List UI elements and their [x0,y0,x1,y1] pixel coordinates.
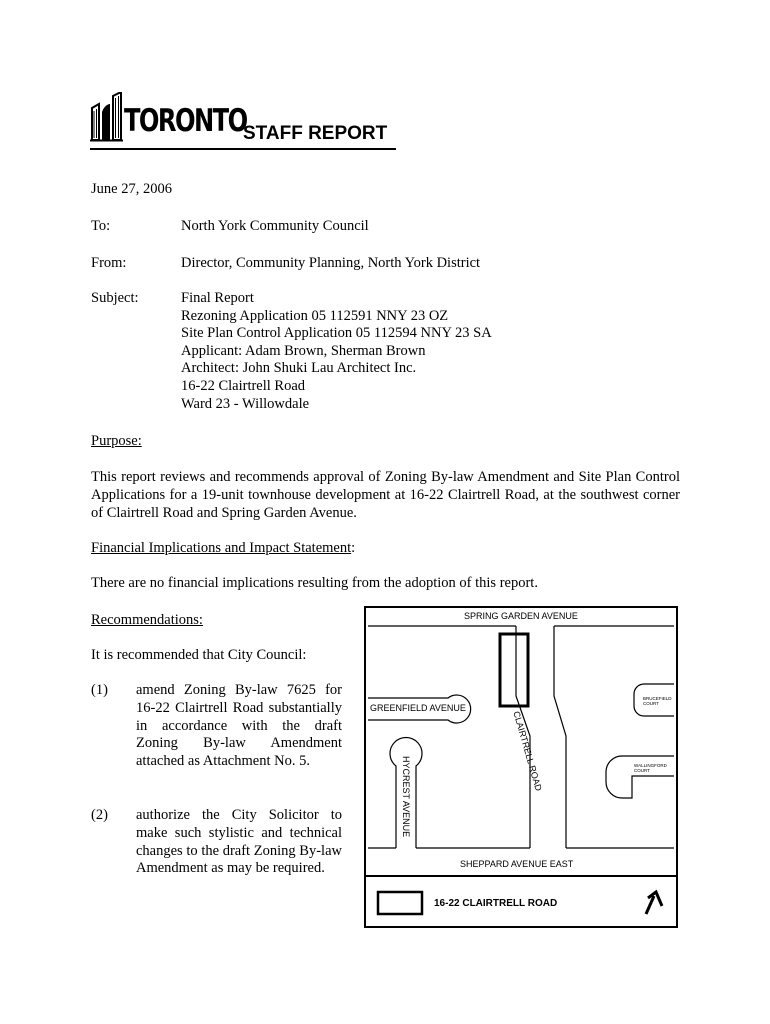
court-a-line: BRUCEFIELD [643,696,672,701]
recommendation-text: amend Zoning By-law 7625 for 16-22 Clairtrell Road substantially in accordance with the draft Zoning By-law Amendment attached as Attachment No. 5. [136,682,342,770]
map-legend-label: 16-22 CLAIRTRELL ROAD [434,898,558,909]
recommendation-number: (2) [91,807,108,823]
subject-line: 16-22 Clairtrell Road [181,378,306,394]
to-label: To: [91,218,111,234]
financial-heading: Financial Implications and Impact Statement [91,540,352,556]
map-label-greenfield: GREENFIELD AVENUE [370,703,466,713]
map-label-clairtrell: CLAIRTRELL ROAD [511,710,544,793]
header-rule [90,148,396,150]
subject-line: Rezoning Application 05 112591 NNY 23 OZ [181,307,449,324]
from-label: From: [91,255,127,271]
north-arrow-icon [646,892,662,914]
map-label-spring-garden: SPRING GARDEN AVENUE [464,611,578,621]
subject-line: Site Plan Control Application 05 112594 NNY 23 SA [181,325,492,342]
court-b-line: COURT [634,768,650,773]
toronto-city-hall-logo-icon [90,92,124,142]
report-date: June 27, 2006 [91,181,172,197]
location-map-drawing [364,606,678,928]
recommendations-heading: Recommendations: [91,612,203,628]
financial-text: There are no financial implications resulting from the adoption of this report. [91,575,538,591]
recommendations-intro: It is recommended that City Council: [91,647,307,663]
map-label-sheppard: SHEPPARD AVENUE EAST [460,859,574,869]
financial-heading-row [91,540,355,558]
recommendation-number: (1) [91,682,108,698]
subject-label: Subject: [91,290,139,306]
subject-line: Applicant: Adam Brown, Sherman Brown [181,342,426,359]
purpose-heading: Purpose: [91,433,142,449]
purpose-text: This report reviews and recommends approval of Zoning By-law Amendment and Site Plan Control Applications for a 19-unit townhouse development at 16-22 Clairtrell Road, at the southwest corner of Clairtrell Road and Spring Garden Avenue. [91,469,680,521]
to-value: North York Community Council [181,218,369,234]
court-a-line: COURT [643,701,659,706]
financial-heading-colon: : [351,540,356,556]
report-header [90,92,396,152]
court-b-line: WALLINGFORD [634,763,667,768]
toronto-wordmark: TORONTO [124,103,247,139]
from-value: Director, Community Planning, North York District [181,255,481,271]
recommendation-text: authorize the City Solicitor to make such stylistic and technical changes to the draft Zoning By-law Amendment as may be required. [136,807,342,877]
map-label-hycrest: HYCREST AVENUE [401,756,411,838]
report-title: STAFF REPORT [243,123,388,144]
subject-line: Ward 23 - Willowdale [181,395,310,412]
subject-line: Architect: John Shuki Lau Architect Inc. [181,360,417,377]
location-map [364,606,678,928]
subject-line: Final Report [181,290,254,306]
map-label-court-b [634,763,667,773]
map-label-court-a [643,696,672,706]
